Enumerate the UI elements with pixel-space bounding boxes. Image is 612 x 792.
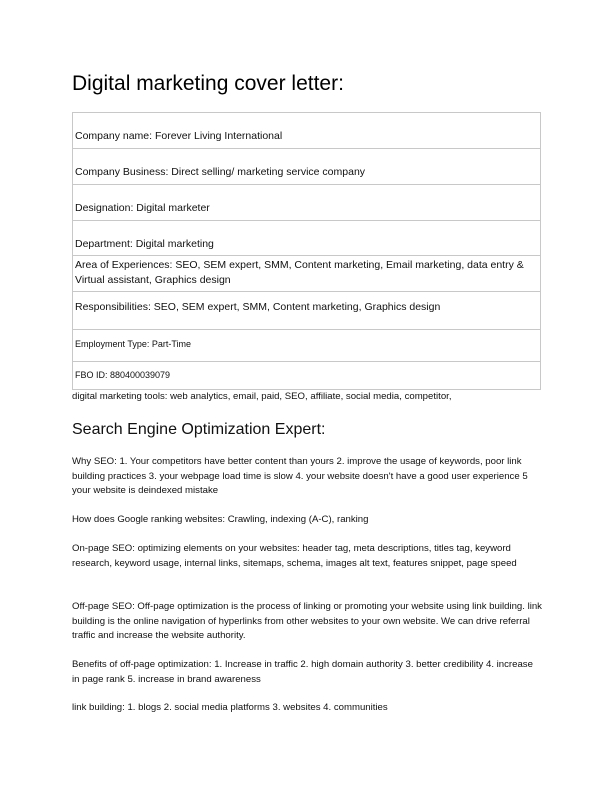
tools-line: digital marketing tools: web analytics, email, paid, SEO, affiliate, social media, competitor, bbox=[72, 391, 452, 402]
table-row bbox=[73, 330, 541, 362]
off-page-benefits-paragraph: Benefits of off-page optimization: 1. Increase in traffic 2. high domain authority 3. better credibility 4. increase in page rank 5. increase in brand awareness bbox=[72, 659, 533, 685]
table-row bbox=[73, 149, 541, 185]
responsibilities-cell: Responsibilities: SEO, SEM expert, SMM, Content marketing, Graphics design bbox=[73, 292, 541, 330]
link-building-paragraph: link building: 1. blogs 2. social media platforms 3. websites 4. communities bbox=[72, 702, 388, 713]
off-page-seo-paragraph: Off-page SEO: Off-page optimization is the process of linking or promoting your website using link building. link building is the online navigation of hyperlinks from other websites to your own website. We can drive referral traffic and increase the website authority. bbox=[72, 601, 542, 641]
table-row bbox=[73, 362, 541, 390]
table-row bbox=[73, 221, 541, 256]
department-cell: Department: Digital marketing bbox=[73, 221, 541, 256]
why-seo-paragraph: Why SEO: 1. Your competitors have better content than yours 2. improve the usage of keywords, poor link building practices 3. your webpage load time is slow 4. your website doesn't have a good user experience 5 your website is deindexed mistake bbox=[72, 456, 528, 496]
table-row bbox=[73, 256, 541, 292]
page-title: Digital marketing cover letter: bbox=[72, 72, 344, 95]
table-row bbox=[73, 292, 541, 330]
designation-cell: Designation: Digital marketer bbox=[73, 185, 541, 221]
google-ranking-paragraph: How does Google ranking websites: Crawling, indexing (A-C), ranking bbox=[72, 514, 369, 525]
fbo-id-cell: FBO ID: 880400039079 bbox=[73, 362, 541, 390]
company-business-cell: Company Business: Direct selling/ marketing service company bbox=[73, 149, 541, 185]
section-heading: Search Engine Optimization Expert: bbox=[72, 421, 326, 438]
table-row bbox=[73, 113, 541, 149]
company-info-table bbox=[72, 112, 541, 390]
on-page-seo-paragraph: On-page SEO: optimizing elements on your websites: header tag, meta descriptions, titles tag, keyword research, keyword usage, internal links, sitemaps, schema, images alt text, features snippet, page speed bbox=[72, 543, 517, 569]
table-row bbox=[73, 185, 541, 221]
employment-type-cell: Employment Type: Part-Time bbox=[73, 330, 541, 362]
area-of-experiences-cell: Area of Experiences: SEO, SEM expert, SMM, Content marketing, Email marketing, data entry & Virtual assistant, Graphics design bbox=[73, 256, 541, 292]
company-name-cell: Company name: Forever Living International bbox=[73, 113, 541, 149]
